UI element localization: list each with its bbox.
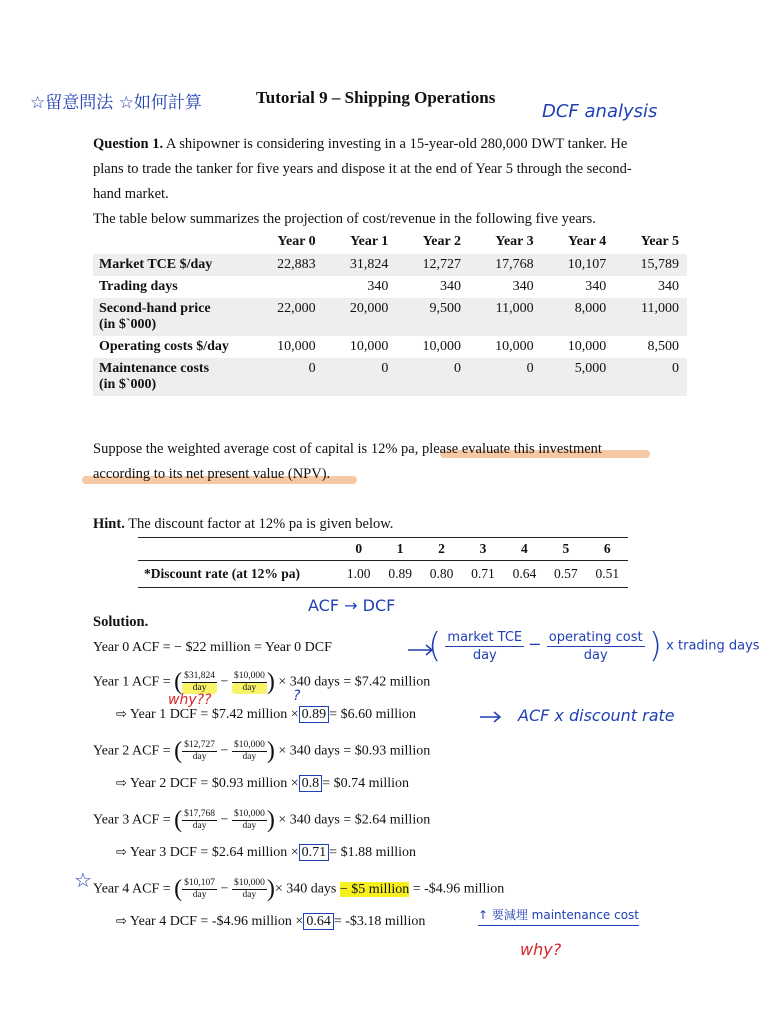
table-cell: 5,000	[542, 358, 615, 396]
discount-header-row	[138, 538, 628, 561]
year4-den-1: day	[192, 890, 207, 900]
row-label: Operating costs $/day	[99, 339, 229, 354]
year3-discount-box: 0.71	[299, 844, 330, 861]
table-cell: 0	[469, 358, 542, 396]
table-row	[93, 254, 687, 276]
projection-header-row	[93, 230, 687, 254]
table-cell: 0	[251, 358, 324, 396]
solution-label-text: Solution.	[93, 614, 149, 630]
question-line-4: The table below summarizes the projection of cost/revenue in the following five years.	[93, 211, 596, 227]
year2-frac-2	[232, 740, 267, 763]
projection-header: Year 5	[640, 234, 679, 249]
table-cell: 17,768	[469, 254, 542, 276]
projection-header-blank	[93, 230, 251, 254]
year1-acf-post: × 340 days = $7.42 million	[278, 674, 431, 690]
discount-header: 6	[587, 538, 628, 561]
table-cell: 22,883	[251, 254, 324, 276]
annotation-formula: ( $\frac{\text{market TCE}}{\text{day}}$ − $\frac{\text{operating cost}}{\text{day}}$ ) x trading days	[428, 626, 760, 666]
year4-num-1: $10,107	[184, 878, 216, 888]
discount-header: 5	[545, 538, 586, 561]
row-label-main: Maintenance costs	[99, 361, 210, 376]
annotation-why-2: why?	[520, 940, 562, 959]
year4-acf-post: = -$4.96 million	[409, 881, 505, 897]
year1-den-1: day	[182, 683, 217, 694]
table-cell: 8,500	[647, 339, 679, 354]
hint-label: Hint.	[93, 516, 125, 532]
question-line-1	[93, 132, 627, 157]
row-label: Market TCE $/day	[93, 254, 251, 276]
projection-table	[93, 230, 687, 396]
discount-header: 0	[338, 538, 379, 561]
solution-label	[93, 610, 148, 635]
year3-dcf-b: = $1.88 million	[329, 845, 417, 860]
table-cell: 0.57	[554, 566, 578, 581]
year1-num-2: $10,000	[233, 671, 265, 681]
table-cell: 340	[439, 279, 461, 294]
row-label-unit: (in $`000)	[99, 317, 157, 332]
hint-text: The discount factor at 12% pa is given below.	[124, 516, 394, 532]
year3-num-2: $10,000	[233, 809, 265, 819]
table-row	[93, 298, 687, 336]
table-cell	[251, 276, 324, 298]
wacc-line-2: according to its net present value (NPV).	[93, 466, 331, 482]
table-cell: 11,000	[469, 298, 542, 336]
year3-frac-1	[182, 809, 217, 832]
year2-num-2: $10,000	[233, 740, 265, 750]
row-label	[93, 298, 251, 336]
table-row	[93, 336, 687, 358]
year4-dcf-a: Year 4 DCF = -$4.96 million ×	[129, 914, 304, 929]
projection-header: Year 4	[568, 234, 607, 249]
wacc-line-1: Suppose the weighted average cost of capital is 12% pa, please evaluate this investment	[93, 441, 602, 457]
year4-acf-pre: Year 4 ACF =	[93, 881, 171, 897]
table-cell: 1.00	[346, 566, 371, 581]
year3-num-1: $17,768	[184, 809, 216, 819]
year4-dcf-b: = -$3.18 million	[333, 914, 426, 929]
year2-dcf-line	[116, 776, 409, 792]
year1-den-2: day	[232, 683, 267, 694]
discount-header-blank	[138, 538, 338, 561]
table-cell: 340	[512, 279, 534, 294]
annotation-top-left: ☆留意問法 ☆如何計算	[30, 93, 202, 113]
table-row	[93, 358, 687, 396]
annotation-minus-maintenance: ↑ 要減埋 maintenance cost	[478, 906, 639, 926]
formula-tce-num: market TCE	[447, 629, 523, 645]
table-cell: 340	[658, 279, 679, 294]
dcf-annotation-arrow	[478, 709, 504, 725]
year1-dcf-a: Year 1 DCF = $7.42 million ×	[129, 707, 299, 722]
table-cell: 10,000	[277, 339, 316, 354]
question-line-2: plans to trade the tanker for five years and dispose it at the end of Year 5 through the second-	[93, 161, 632, 177]
table-cell: 0	[614, 358, 687, 396]
year3-dcf-a: Year 3 DCF = $2.64 million ×	[129, 845, 299, 860]
year3-acf-pre: Year 3 ACF =	[93, 812, 171, 828]
projection-header: Year 0	[277, 234, 316, 249]
table-cell: 340	[585, 279, 607, 294]
discount-table	[138, 537, 628, 588]
year4-acf-mid: × 340 days	[274, 881, 340, 897]
arrow-icon: ⇨	[116, 914, 127, 929]
year4-frac-2	[232, 878, 267, 901]
year4-maintenance-highlight: − $5 million	[339, 881, 410, 897]
table-cell: 10,000	[495, 339, 534, 354]
table-cell: 20,000	[324, 298, 397, 336]
discount-header: 3	[462, 538, 503, 561]
table-cell: 0.71	[471, 566, 495, 581]
row-label-main: Second-hand price	[99, 301, 211, 316]
table-cell: 0.51	[595, 566, 620, 581]
arrow-icon: ⇨	[116, 707, 127, 722]
discount-header: 2	[421, 538, 462, 561]
table-cell: 0.89	[388, 566, 412, 581]
year4-discount-box: 0.64	[303, 913, 334, 930]
table-cell: 22,000	[251, 298, 324, 336]
row-label: Trading days	[99, 279, 178, 294]
annotation-dcf-analysis: DCF analysis	[542, 101, 658, 122]
discount-header: 1	[379, 538, 420, 561]
year3-den-1: day	[192, 821, 207, 831]
table-cell: 0	[396, 358, 469, 396]
projection-header: Year 1	[350, 234, 389, 249]
discount-label: *Discount rate (at 12% pa)	[144, 566, 300, 581]
formula-op-num: operating cost	[548, 629, 643, 645]
year3-den-2: day	[242, 821, 257, 831]
projection-header: Year 2	[422, 234, 461, 249]
table-cell: 0	[324, 358, 397, 396]
year4-frac-1	[182, 878, 217, 901]
table-cell: 10,000	[349, 339, 389, 354]
formula-tce-den: day	[472, 647, 497, 663]
arrow-icon: ⇨	[116, 776, 127, 791]
question-text-1: A shipowner is considering investing in a 15-year-old 280,000 DWT tanker. He	[163, 136, 628, 152]
annotation-why-1: why??	[168, 692, 212, 708]
year2-acf-pre: Year 2 ACF =	[93, 743, 171, 759]
year2-den-2: day	[242, 752, 257, 762]
table-cell: 11,000	[614, 298, 687, 336]
formula-op-den: day	[583, 647, 608, 663]
year1-num-1: $31,824	[184, 671, 216, 681]
year3-dcf-line	[116, 845, 416, 861]
year0-line: Year 0 ACF = − $22 million = Year 0 DCF	[93, 640, 332, 655]
year2-discount-box: 0.8	[299, 775, 323, 792]
page-title: Tutorial 9 – Shipping Operations	[256, 88, 496, 107]
annotation-qmark: ?	[293, 688, 301, 704]
year1-dcf-line	[116, 707, 416, 723]
row-label	[93, 358, 251, 396]
hint-line	[93, 512, 393, 537]
row-label-unit: (in $`000)	[99, 377, 157, 392]
table-cell: 10,000	[422, 339, 461, 354]
year2-frac-1	[182, 740, 217, 763]
year4-dcf-line	[116, 914, 425, 930]
annotation-acf-x-discount: ACF x discount rate	[518, 706, 675, 725]
table-cell: 12,727	[396, 254, 469, 276]
year3-acf-line: Year 3 ACF = ( $\frac{\$17,768}{\text{day}}$ − $\frac{\$10,000}{\text{day}}$ ) × 340 days = $2.64 million	[93, 807, 431, 833]
year2-acf-post: × 340 days = $0.93 million	[278, 743, 431, 759]
year2-dcf-b: = $0.74 million	[322, 776, 410, 791]
year1-acf-pre: Year 1 ACF =	[93, 674, 171, 690]
table-cell: 10,000	[567, 339, 607, 354]
table-cell: 8,000	[542, 298, 615, 336]
arrow-icon: ⇨	[116, 845, 127, 860]
year4-den-2: day	[242, 890, 257, 900]
star-icon: ☆	[74, 868, 92, 892]
table-cell: 340	[367, 279, 389, 294]
table-cell: 9,500	[396, 298, 469, 336]
year2-den-1: day	[192, 752, 207, 762]
table-cell: 15,789	[614, 254, 687, 276]
annotation-acf-dcf: ACF → DCF	[308, 596, 396, 615]
formula-tail: x trading days	[666, 638, 760, 654]
question-line-3: hand market.	[93, 186, 169, 202]
year2-acf-line: Year 2 ACF = ( $\frac{\$12,727}{\text{day}}$ − $\frac{\$10,000}{\text{day}}$ ) × 340 days = $0.93 million	[93, 738, 431, 764]
year1-frac-1	[182, 671, 217, 694]
year1-discount-box: 0.89	[299, 706, 330, 723]
table-row	[93, 276, 687, 298]
discount-header: 4	[504, 538, 545, 561]
table-cell: 31,824	[324, 254, 397, 276]
year3-frac-2	[232, 809, 267, 832]
discount-row	[138, 561, 628, 588]
year1-acf-line: Year 1 ACF = ( $\frac{\$31,824}{\text{day}}$ − $\frac{\$10,000}{\text{day}}$ ) × 340 days = $7.42 million	[93, 669, 431, 695]
year4-num-2: $10,000	[233, 878, 265, 888]
year4-acf-line: Year 4 ACF = ( $\frac{\$10,107}{\text{day}}$ − $\frac{\$10,000}{\text{day}}$ )× 340 days − $5 million = -$4.96 million	[93, 876, 505, 902]
year1-frac-2	[232, 671, 267, 694]
table-cell: 10,107	[542, 254, 615, 276]
question-label: Question 1.	[93, 136, 164, 152]
year1-dcf-b: = $6.60 million	[329, 707, 417, 722]
table-cell: 0.80	[429, 566, 454, 581]
table-cell: 0.64	[512, 566, 537, 581]
year3-acf-post: × 340 days = $2.64 million	[278, 812, 431, 828]
year2-num-1: $12,727	[184, 740, 216, 750]
year2-dcf-a: Year 2 DCF = $0.93 million ×	[129, 776, 299, 791]
projection-header: Year 3	[495, 234, 534, 249]
